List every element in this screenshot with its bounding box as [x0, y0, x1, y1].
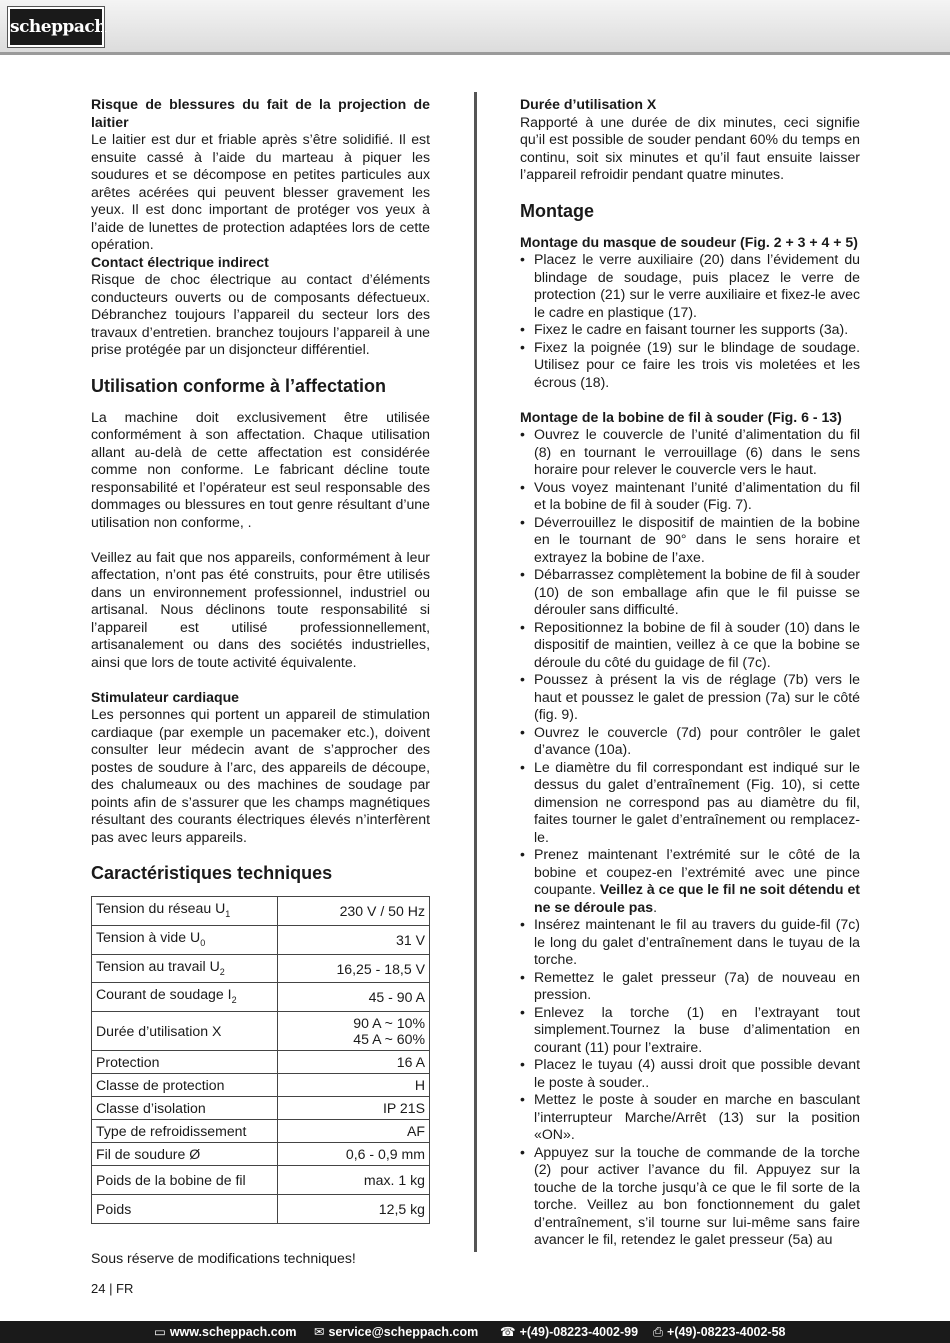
- fax-icon: ⎙: [653, 1325, 664, 1339]
- spool-assembly-list: [520, 426, 860, 1249]
- spec-value: [278, 925, 430, 954]
- electric-contact-text: Risque de choc électrique au contact d’éléments conducteurs ouverts ou de composants défectueux. Débranchez toujours l’appareil du secteur lors des travaux d’entretien. branchez toujours l’appareil à une prise protégée par un disjoncteur différentiel.: [91, 271, 430, 357]
- assembly-heading: Montage: [520, 200, 594, 221]
- footer-web[interactable]: [154, 1321, 296, 1343]
- list-item: • Déverrouillez le dispositif de maintien de la bobine en le tournant de 90° dans le sens horaire et extrayez la bobine de l’axe.: [520, 514, 860, 567]
- spec-label: [92, 1120, 278, 1143]
- spec-value: [278, 1097, 430, 1120]
- list-item: • Remettez le galet presseur (7a) de nouveau en pression.: [520, 969, 860, 1004]
- duty-cycle-text: Rapporté à une durée de dix minutes, ceci signifie qu’il est possible de souder pendant 60% du temps en continu, soit six minutes et qu’il faut ensuite laisser l’appareil refroidir pendant quatre minutes.: [520, 113, 860, 182]
- list-item-text: Prenez maintenant l’extrémité sur le côté de la bobine et coupez-en l’extrémité avec une pince coupante.: [534, 846, 860, 897]
- spec-subscript: 1: [225, 908, 231, 919]
- footer-fax: [653, 1321, 786, 1343]
- list-item: • Poussez à présent la vis de réglage (7b) vers le haut et poussez le galet de pression (7a) sur le côté (fig. 9).: [520, 671, 860, 724]
- footer-fax-text: +(49)-08223-4002-58: [667, 1325, 786, 1339]
- spec-label-text: Courant de soudage I: [96, 986, 232, 1003]
- spec-row: [92, 1120, 430, 1143]
- spec-value: [278, 897, 430, 926]
- spec-row: [92, 897, 430, 926]
- mail-icon: ✉: [314, 1325, 325, 1339]
- spec-value-text: 45 - 90 A: [368, 989, 425, 1006]
- spec-row: [92, 1195, 430, 1224]
- spec-label-text: Classe d’isolation: [96, 1100, 206, 1117]
- spec-value-text-2: 45 A ~ 60%: [353, 1031, 425, 1048]
- spec-value-text: AF: [406, 1123, 425, 1140]
- spec-value: [278, 1143, 430, 1166]
- spec-label: [92, 1097, 278, 1120]
- spec-label-text: Tension au travail U: [96, 957, 220, 974]
- phone-icon: ☎: [500, 1325, 516, 1339]
- spec-subscript: 0: [200, 937, 206, 948]
- list-item: • Le diamètre du fil correspondant est indiqué sur le dessus du galet d’entraînement (Fig. 10), si cette dimension ne correspond pas au diamètre du fil, faites tourner le galet d’entraînement ou remplacez-le.: [520, 759, 860, 847]
- footer-web-text: www.scheppach.com: [169, 1325, 297, 1339]
- spec-row: [92, 983, 430, 1012]
- spec-label: [92, 1051, 278, 1074]
- spec-row: [92, 1012, 430, 1051]
- spec-row: [92, 925, 430, 954]
- spec-value: [278, 1051, 430, 1074]
- list-item: • Fixez la poignée (19) sur le blindage de soudage. Utilisez pour ce faire les trois vis moletées et les écrous (18).: [520, 339, 860, 392]
- spec-label-text: Durée d’utilisation X: [96, 1023, 222, 1040]
- header-bar: [0, 0, 950, 55]
- spec-label: [92, 1143, 278, 1166]
- spec-value: [278, 954, 430, 983]
- warning-emphasis: Veillez à ce que le fil ne soit détendu et ne se déroule pas: [534, 881, 860, 915]
- spec-label: [92, 925, 278, 954]
- spec-label: [92, 897, 278, 926]
- spec-row: [92, 1143, 430, 1166]
- list-item-text: .: [653, 898, 657, 915]
- list-item: • Placez le tuyau (4) aussi droit que possible devant le poste à souder..: [520, 1056, 860, 1091]
- slag-title: Risque de blessures du fait de la projection de laitier: [91, 96, 430, 130]
- spec-label-text: Tension à vide U: [96, 928, 201, 945]
- spec-row: [92, 1166, 430, 1195]
- spec-value-text: 16,25 - 18,5 V: [336, 960, 425, 977]
- spec-value: [278, 1120, 430, 1143]
- spec-row: [92, 1097, 430, 1120]
- electric-contact-title: Contact électrique indirect: [91, 253, 269, 270]
- column-divider: [474, 92, 477, 1252]
- footer-bar: [0, 1321, 950, 1343]
- spec-value-text: 90 A ~ 10%: [353, 1015, 425, 1032]
- slag-text: Le laitier est dur et friable après s’être solidifié. Il est ensuite cassé à l’aide du marteau à piquer les soudures et se décompose en petites particules aux arêtes acérées qui peuvent blesser gravement les yeux. Il est donc important de protéger vos yeux à l’aide de lunettes de protection adaptées lors de cette opération.: [91, 131, 430, 252]
- pacemaker-text: Les personnes qui portent un appareil de stimulation cardiaque (par exemple un pacemaker etc.), doivent consulter leur médecin avant de s’approcher des postes de soudure à l’arc, des appareils de découpe, des chalumeaux ou des machines de soudage par points afin de s’assurer que les champs magnétiques résultant des courants électriques élevés n’interfèrent pas avec leurs appareils.: [91, 706, 430, 845]
- spec-value-text: max. 1 kg: [363, 1172, 425, 1189]
- spec-value-text: H: [414, 1077, 425, 1094]
- spec-label-text: Type de refroidissement: [96, 1123, 247, 1140]
- spec-value-text: 230 V / 50 Hz: [339, 902, 425, 919]
- spec-value-text: 16 A: [396, 1054, 425, 1071]
- list-item: • Placez le verre auxiliaire (20) dans l’évidement du blindage de soudage, puis placez le verre de protection (21) sur le verre auxiliaire et fixez-le avec le cadre en plastique (17).: [520, 251, 860, 321]
- spec-label: [92, 1166, 278, 1195]
- spec-row: [92, 954, 430, 983]
- list-item: • Mettez le poste à souder en marche en basculant l’interrupteur Marche/Arrêt (13) sur la position «ON».: [520, 1091, 860, 1144]
- tech-specs-table: [91, 896, 430, 1224]
- footer-phone: [500, 1321, 638, 1343]
- spec-value: [278, 1074, 430, 1097]
- spec-row: [92, 1051, 430, 1074]
- usage-paragraph-2: Veillez au fait que nos appareils, conformément à leur affectation, n’ont pas été construits, pour être utilisés dans un environnement professionnel, industriel ou artisanal. Nous déclinons toute responsabilité si l’appareil est utilisé professionnellement, artisanalement ou dans des sociétés industrielles, ainsi que lors de toute activité équivalente.: [91, 548, 430, 670]
- tech-specs-heading: Caractéristiques techniques: [91, 863, 333, 883]
- spec-label: [92, 1195, 278, 1224]
- pacemaker-title: Stimulateur cardiaque: [91, 688, 240, 705]
- list-item: • Débarrassez complètement la bobine de fil à souder (10) de son emballage afin que le fil puisse se dérouler sans difficulté.: [520, 566, 860, 619]
- usage-paragraph-1: La machine doit exclusivement être utilisée conformément à son affectation. Chaque utilisation allant au-delà de cette affectation est considérée comme non conforme. Le fabricant décline toute responsabilité et l’opérateur est seul responsable des dommages ou blessures en tout genre résultant d’une utilisation non conforme, .: [91, 408, 430, 530]
- list-item: • Ouvrez le couvercle (7d) pour contrôler le galet d’avance (10a).: [520, 724, 860, 759]
- spec-label-text: Tension du réseau U: [96, 900, 226, 916]
- list-item: • Repositionnez la bobine de fil à souder (10) dans le dispositif de maintien, veillez à ce que la bobine se déroule du côté du guidage de fil (7c).: [520, 619, 860, 672]
- scheppach-logo: scheppach: [8, 7, 104, 47]
- spec-label-text: Poids de la bobine de fil: [96, 1172, 246, 1189]
- reserve-note: Sous réserve de modifications techniques!: [91, 1250, 356, 1267]
- spec-label: [92, 1074, 278, 1097]
- spec-subscript: 2: [231, 995, 237, 1006]
- spec-row: [92, 1074, 430, 1097]
- spec-label-text: Fil de soudure Ø: [96, 1146, 201, 1163]
- list-item: • Vous voyez maintenant l’unité d’alimentation du fil et la bobine de fil à souder (Fig. 7).: [520, 479, 860, 514]
- mask-assembly-title: Montage du masque de soudeur (Fig. 2 + 3 + 4 + 5): [520, 233, 858, 250]
- spec-value-text: 0,6 - 0,9 mm: [345, 1146, 425, 1163]
- spec-label-text: Classe de protection: [96, 1077, 225, 1094]
- computer-icon: ▭: [154, 1325, 166, 1339]
- spec-value: [278, 1195, 430, 1224]
- list-item: • Fixez le cadre en faisant tourner les supports (3a).: [520, 321, 860, 339]
- spec-value-text: 31 V: [396, 931, 425, 948]
- page-number: 24 | FR: [91, 1281, 134, 1296]
- duty-cycle-title: Durée d’utilisation X: [520, 96, 657, 112]
- spec-label: [92, 954, 278, 983]
- spec-label: [92, 1012, 278, 1051]
- list-item: • Appuyez sur la touche de commande de la torche (2) pour activer l’avance du fil. Appuyez sur la touche de la torche jusqu’à ce que le fil sorte de la torche. Veillez au bon fonctionnement du galet d’entraînement, s’il tourne sur lui-même sans faire avancer le fil, retendez le galet presseur (5a) au: [520, 1144, 860, 1249]
- right-column: [520, 96, 860, 1249]
- mask-assembly-list: [520, 251, 860, 391]
- list-item: • Enlevez la torche (1) en l’extrayant tout simplement.Tournez la buse d’alimentation en courant (11) pour l’extraire.: [520, 1004, 860, 1057]
- spec-label-text: Poids: [96, 1201, 132, 1218]
- footer-email[interactable]: [314, 1321, 478, 1343]
- footer-phone-text: +(49)-08223-4002-99: [519, 1325, 639, 1339]
- list-item: [520, 846, 860, 916]
- spec-value: [278, 983, 430, 1012]
- list-item: • Insérez maintenant le fil au travers du guide-fil (7c) le long du galet d’entraînement dans le tuyau de la torche.: [520, 916, 860, 969]
- spec-value-text: IP 21S: [382, 1100, 425, 1117]
- left-column: [91, 96, 430, 1268]
- spec-label-text: Protection: [96, 1054, 160, 1071]
- footer-email-text: service@scheppach.com: [328, 1325, 479, 1339]
- spool-assembly-title: Montage de la bobine de fil à souder (Fig. 6 - 13): [520, 408, 842, 425]
- spec-label: [92, 983, 278, 1012]
- spec-value: [278, 1166, 430, 1195]
- usage-heading: Utilisation conforme à l’affectation: [91, 375, 387, 396]
- list-item: • Ouvrez le couvercle de l’unité d’alimentation du fil (8) en tournant le verrouillage (6) dans le sens horaire pour relever le couvercle vers le haut.: [520, 426, 860, 479]
- spec-subscript: 2: [219, 966, 225, 977]
- spec-value-text: 12,5 kg: [378, 1201, 425, 1218]
- spec-value: [278, 1012, 430, 1051]
